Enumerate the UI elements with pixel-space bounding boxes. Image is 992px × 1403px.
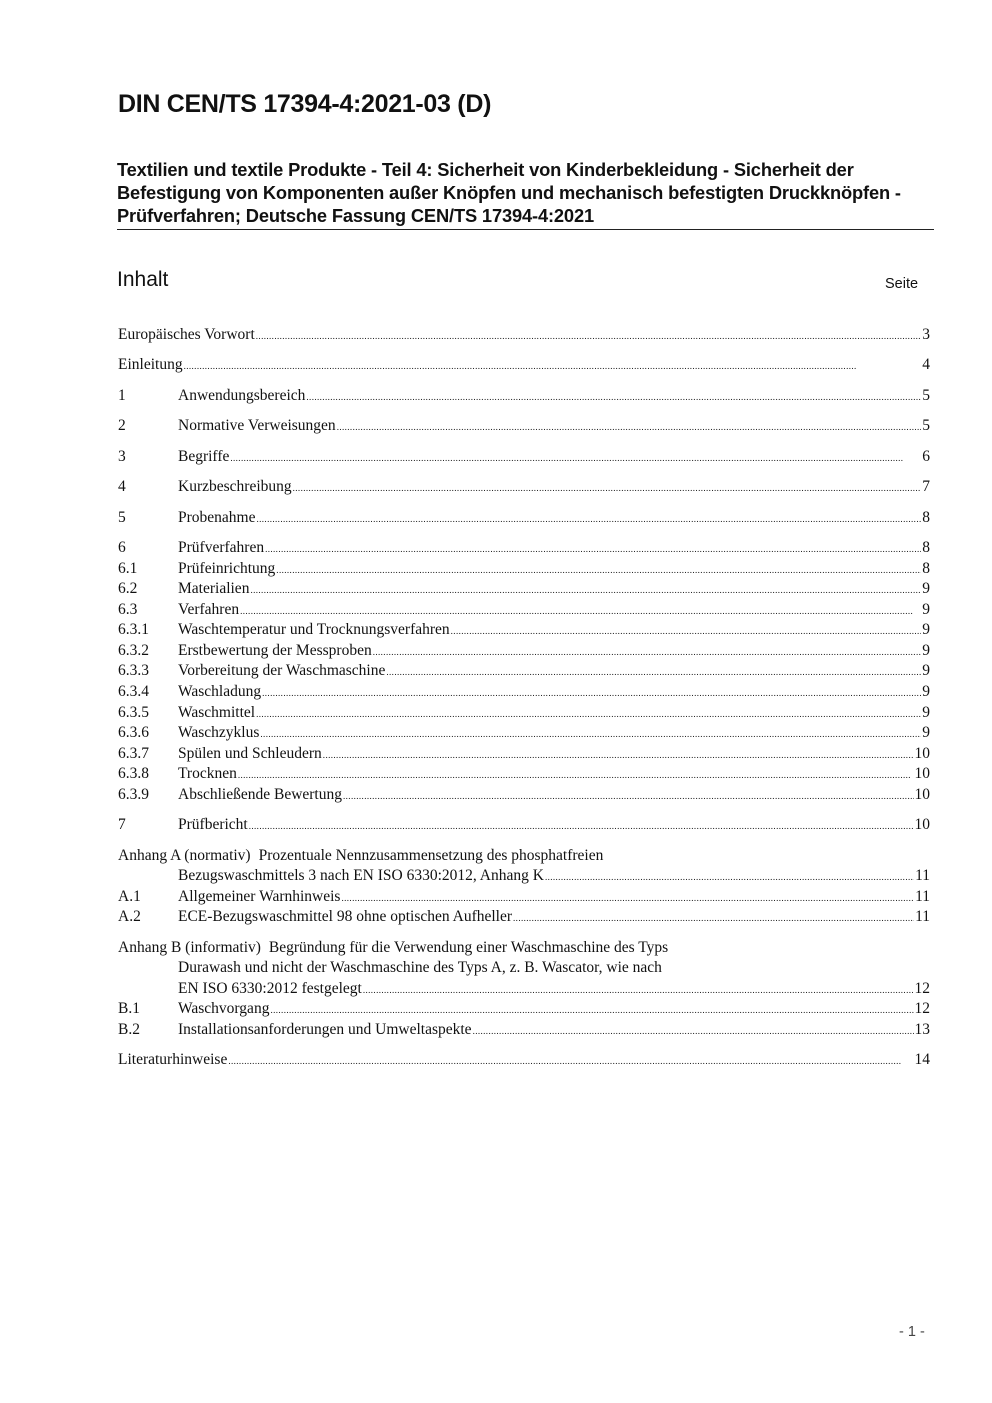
toc-entry-text: Prüfverfahren <box>178 539 265 556</box>
toc-entry-number: A.2 <box>118 908 141 925</box>
toc-entry-6-3-8[interactable] <box>118 764 930 784</box>
toc-entry-page: 10 <box>914 765 930 782</box>
toc-leader <box>306 386 921 407</box>
toc-entry-text: Anwendungsbereich <box>178 387 306 404</box>
toc-entry-number: 6.3.5 <box>118 704 149 721</box>
toc-entry-6-2[interactable] <box>118 579 930 599</box>
toc-entry-number: 6.2 <box>118 580 138 597</box>
toc-leader <box>293 477 922 498</box>
toc-entry-text: Installationsanforderungen und Umweltaspekte <box>178 1021 472 1038</box>
toc-entry-number: A.1 <box>118 888 141 905</box>
toc-entry-6[interactable] <box>118 538 930 558</box>
toc-leader <box>337 416 922 437</box>
toc-leader <box>473 1020 914 1041</box>
toc-leader <box>343 785 914 806</box>
toc-entry-b-2[interactable] <box>118 1020 930 1040</box>
toc-leader <box>249 815 914 836</box>
toc-entry-text: Abschließende Bewertung <box>178 786 342 803</box>
toc-leader <box>270 999 913 1020</box>
toc-entry-text: Verfahren <box>178 601 240 618</box>
toc-entry-6-3-1[interactable] <box>118 620 930 640</box>
toc-entry-page: 12 <box>914 980 930 997</box>
toc-annex-a-title-cont[interactable] <box>118 866 930 886</box>
toc-leader <box>323 744 914 765</box>
toc-entry-text: Prüfeinrichtung <box>178 560 276 577</box>
toc-entry-page: 12 <box>914 1000 930 1017</box>
toc-entry-text: Einleitung <box>118 356 183 373</box>
toc-entry-page: 9 <box>922 724 930 741</box>
toc-entry-number: 6.3.7 <box>118 745 149 762</box>
toc-entry-page: 8 <box>922 539 930 556</box>
toc-leader <box>545 866 914 887</box>
toc-entry-number: 6.3.2 <box>118 642 149 659</box>
toc-entry-text: Begriffe <box>178 448 230 465</box>
toc-heading: Inhalt <box>117 268 169 291</box>
annex-b-prefix: Anhang B (informativ) <box>118 939 261 956</box>
toc-entry-6-3-4[interactable] <box>118 682 930 702</box>
toc-entry-text: Vorbereitung der Waschmaschine <box>178 662 386 679</box>
toc-leader <box>240 600 921 621</box>
toc-entry-page: 10 <box>914 745 930 762</box>
toc-entry-6-3-5[interactable] <box>118 703 930 723</box>
annex-a-prefix: Anhang A (normativ) <box>118 847 251 864</box>
toc-entry-text: Normative Verweisungen <box>178 417 336 434</box>
toc-leader <box>513 907 914 928</box>
toc-entry-2[interactable] <box>118 416 930 436</box>
toc-entry-page: 5 <box>922 417 930 434</box>
toc-entry-page: 10 <box>914 786 930 803</box>
toc-entry-number: 1 <box>118 387 126 404</box>
toc-entry-literatur[interactable] <box>118 1050 930 1070</box>
page-number: - 1 - <box>899 1324 925 1340</box>
annex-b-title-line2: Durawash und nicht der Waschmaschine des Typs A, z. B. Wascator, wie nach <box>178 959 662 976</box>
toc-page-label: Seite <box>885 276 919 292</box>
toc-entry-6-3-7[interactable] <box>118 744 930 764</box>
annex-b-title-line1: Begründung für die Verwendung einer Waschmaschine des Typs <box>268 939 669 956</box>
toc-annex-b-title-cont2[interactable] <box>118 979 930 999</box>
toc-entry-number: 4 <box>118 478 126 495</box>
toc-entry-5[interactable] <box>118 508 930 528</box>
toc-entry-page: 3 <box>922 326 930 343</box>
toc-entry-text: Waschmittel <box>178 704 256 721</box>
toc-entry-text: Waschladung <box>178 683 262 700</box>
document-title: DIN CEN/TS 17394-4:2021-03 (D) <box>118 90 492 118</box>
toc-leader <box>262 682 921 703</box>
toc-entry-6-3-2[interactable] <box>118 641 930 661</box>
toc-entry-page: 11 <box>915 867 930 884</box>
toc-entry-number: B.2 <box>118 1021 140 1038</box>
toc-leader <box>256 325 921 346</box>
toc-leader <box>228 1050 913 1071</box>
document-subtitle: Textilien und textile Produkte - Teil 4: Sicherheit von Kinderbekleidung - Sicherheit der Befestigung von Komponenten außer Knöpfen und mechanisch befestigten Druckknöpfen - Prüfverfahren; Deutsche Fassung CEN/TS 17394-4:2021 <box>117 159 901 226</box>
toc-entry-6-1[interactable] <box>118 559 930 579</box>
toc-entry-number: 2 <box>118 417 126 434</box>
toc-entry-6-3[interactable] <box>118 600 930 620</box>
toc-entry-page: 9 <box>922 683 930 700</box>
toc-leader <box>451 620 922 641</box>
toc-leader <box>230 447 921 468</box>
annex-a-title-line1: Prozentuale Nennzusammensetzung des phosphatfreien <box>258 847 604 864</box>
toc-entry-page: 4 <box>922 356 930 373</box>
toc-entry-page: 9 <box>922 662 930 679</box>
toc-entry-vorwort[interactable] <box>118 325 930 345</box>
toc-entry-number: 6.3.9 <box>118 786 149 803</box>
toc-entry-text: Trocknen <box>178 765 237 782</box>
toc-leader <box>363 979 914 1000</box>
toc-leader <box>276 559 921 580</box>
toc-entry-text: Kurzbeschreibung <box>178 478 292 495</box>
toc-leader <box>238 764 914 785</box>
toc-entry-page: 6 <box>922 448 930 465</box>
toc-entry-page: 9 <box>922 704 930 721</box>
toc-entry-text: Materialien <box>178 580 250 597</box>
toc-entry-text: Allgemeiner Warnhinweis <box>178 888 341 905</box>
annex-a-title-line2: Bezugswaschmittels 3 nach EN ISO 6330:2012, Anhang K <box>178 867 544 884</box>
toc-entry-text: Literaturhinweise <box>118 1051 228 1068</box>
annex-b-title-line3: EN ISO 6330:2012 festgelegt <box>178 980 362 997</box>
toc-entry-6-3-6[interactable] <box>118 723 930 743</box>
toc-entry-number: 6.3.8 <box>118 765 149 782</box>
toc-entry-page: 11 <box>915 888 930 905</box>
toc-annex-b-title-cont[interactable] <box>118 958 930 978</box>
toc-entry-number: 7 <box>118 816 126 833</box>
toc-entry-number: 6.1 <box>118 560 138 577</box>
toc-entry-page: 8 <box>922 509 930 526</box>
toc-leader <box>250 579 921 600</box>
toc-entry-page: 10 <box>914 816 930 833</box>
title-rule <box>117 229 934 230</box>
toc-entry-page: 9 <box>922 580 930 597</box>
toc-leader <box>260 723 921 744</box>
toc-entry-text: Waschtemperatur und Trocknungsverfahren <box>178 621 450 638</box>
toc-leader <box>341 887 914 908</box>
toc-entry-page: 5 <box>922 387 930 404</box>
toc-entry-einleitung[interactable] <box>118 355 930 375</box>
toc-entry-a-2[interactable] <box>118 907 930 927</box>
toc-annex-a-title[interactable] <box>118 846 930 866</box>
toc-entry-text: Spülen und Schleudern <box>178 745 322 762</box>
toc-entry-page: 8 <box>922 560 930 577</box>
toc-entry-number: 3 <box>118 448 126 465</box>
toc-entry-3[interactable] <box>118 447 930 467</box>
toc-entry-6-3-9[interactable] <box>118 785 930 805</box>
toc-annex-b-title[interactable] <box>118 938 930 958</box>
toc-entry-1[interactable] <box>118 386 930 406</box>
toc-entry-number: 6.3 <box>118 601 138 618</box>
toc-entry-page: 9 <box>922 642 930 659</box>
toc-entry-page: 14 <box>914 1051 930 1068</box>
toc-leader <box>386 661 921 682</box>
toc-entry-text: Europäisches Vorwort <box>118 326 255 343</box>
toc-leader <box>256 703 921 724</box>
toc-entry-text: Probenahme <box>178 509 256 526</box>
toc-entry-page: 11 <box>915 908 930 925</box>
toc-entry-a-1[interactable] <box>118 887 930 907</box>
toc-leader <box>373 641 922 662</box>
toc-entry-number: 6.3.6 <box>118 724 149 741</box>
toc-entry-number: 6.3.1 <box>118 621 149 638</box>
toc-entry-text: Prüfbericht <box>178 816 248 833</box>
toc-entry-number: B.1 <box>118 1000 140 1017</box>
toc-entry-6-3-3[interactable] <box>118 661 930 681</box>
toc-entry-7[interactable] <box>118 815 930 835</box>
toc-entry-page: 9 <box>922 601 930 618</box>
toc-entry-page: 9 <box>922 621 930 638</box>
toc-entry-number: 6.3.3 <box>118 662 149 679</box>
toc-entry-4[interactable] <box>118 477 930 497</box>
toc-entry-number: 5 <box>118 509 126 526</box>
toc-entry-text: Waschvorgang <box>178 1000 270 1017</box>
toc-entry-page: 13 <box>914 1021 930 1038</box>
toc-entry-number: 6 <box>118 539 126 556</box>
toc-entry-text: ECE-Bezugswaschmittel 98 ohne optischen Aufheller <box>178 908 513 925</box>
toc-leader <box>184 355 922 376</box>
toc-entry-number: 6.3.4 <box>118 683 149 700</box>
toc-entry-b-1[interactable] <box>118 999 930 1019</box>
toc-entry-text: Waschzyklus <box>178 724 260 741</box>
toc-entry-text: Erstbewertung der Messproben <box>178 642 372 659</box>
toc-entry-page: 7 <box>922 478 930 495</box>
toc-leader <box>256 508 921 529</box>
toc-leader <box>265 538 921 559</box>
